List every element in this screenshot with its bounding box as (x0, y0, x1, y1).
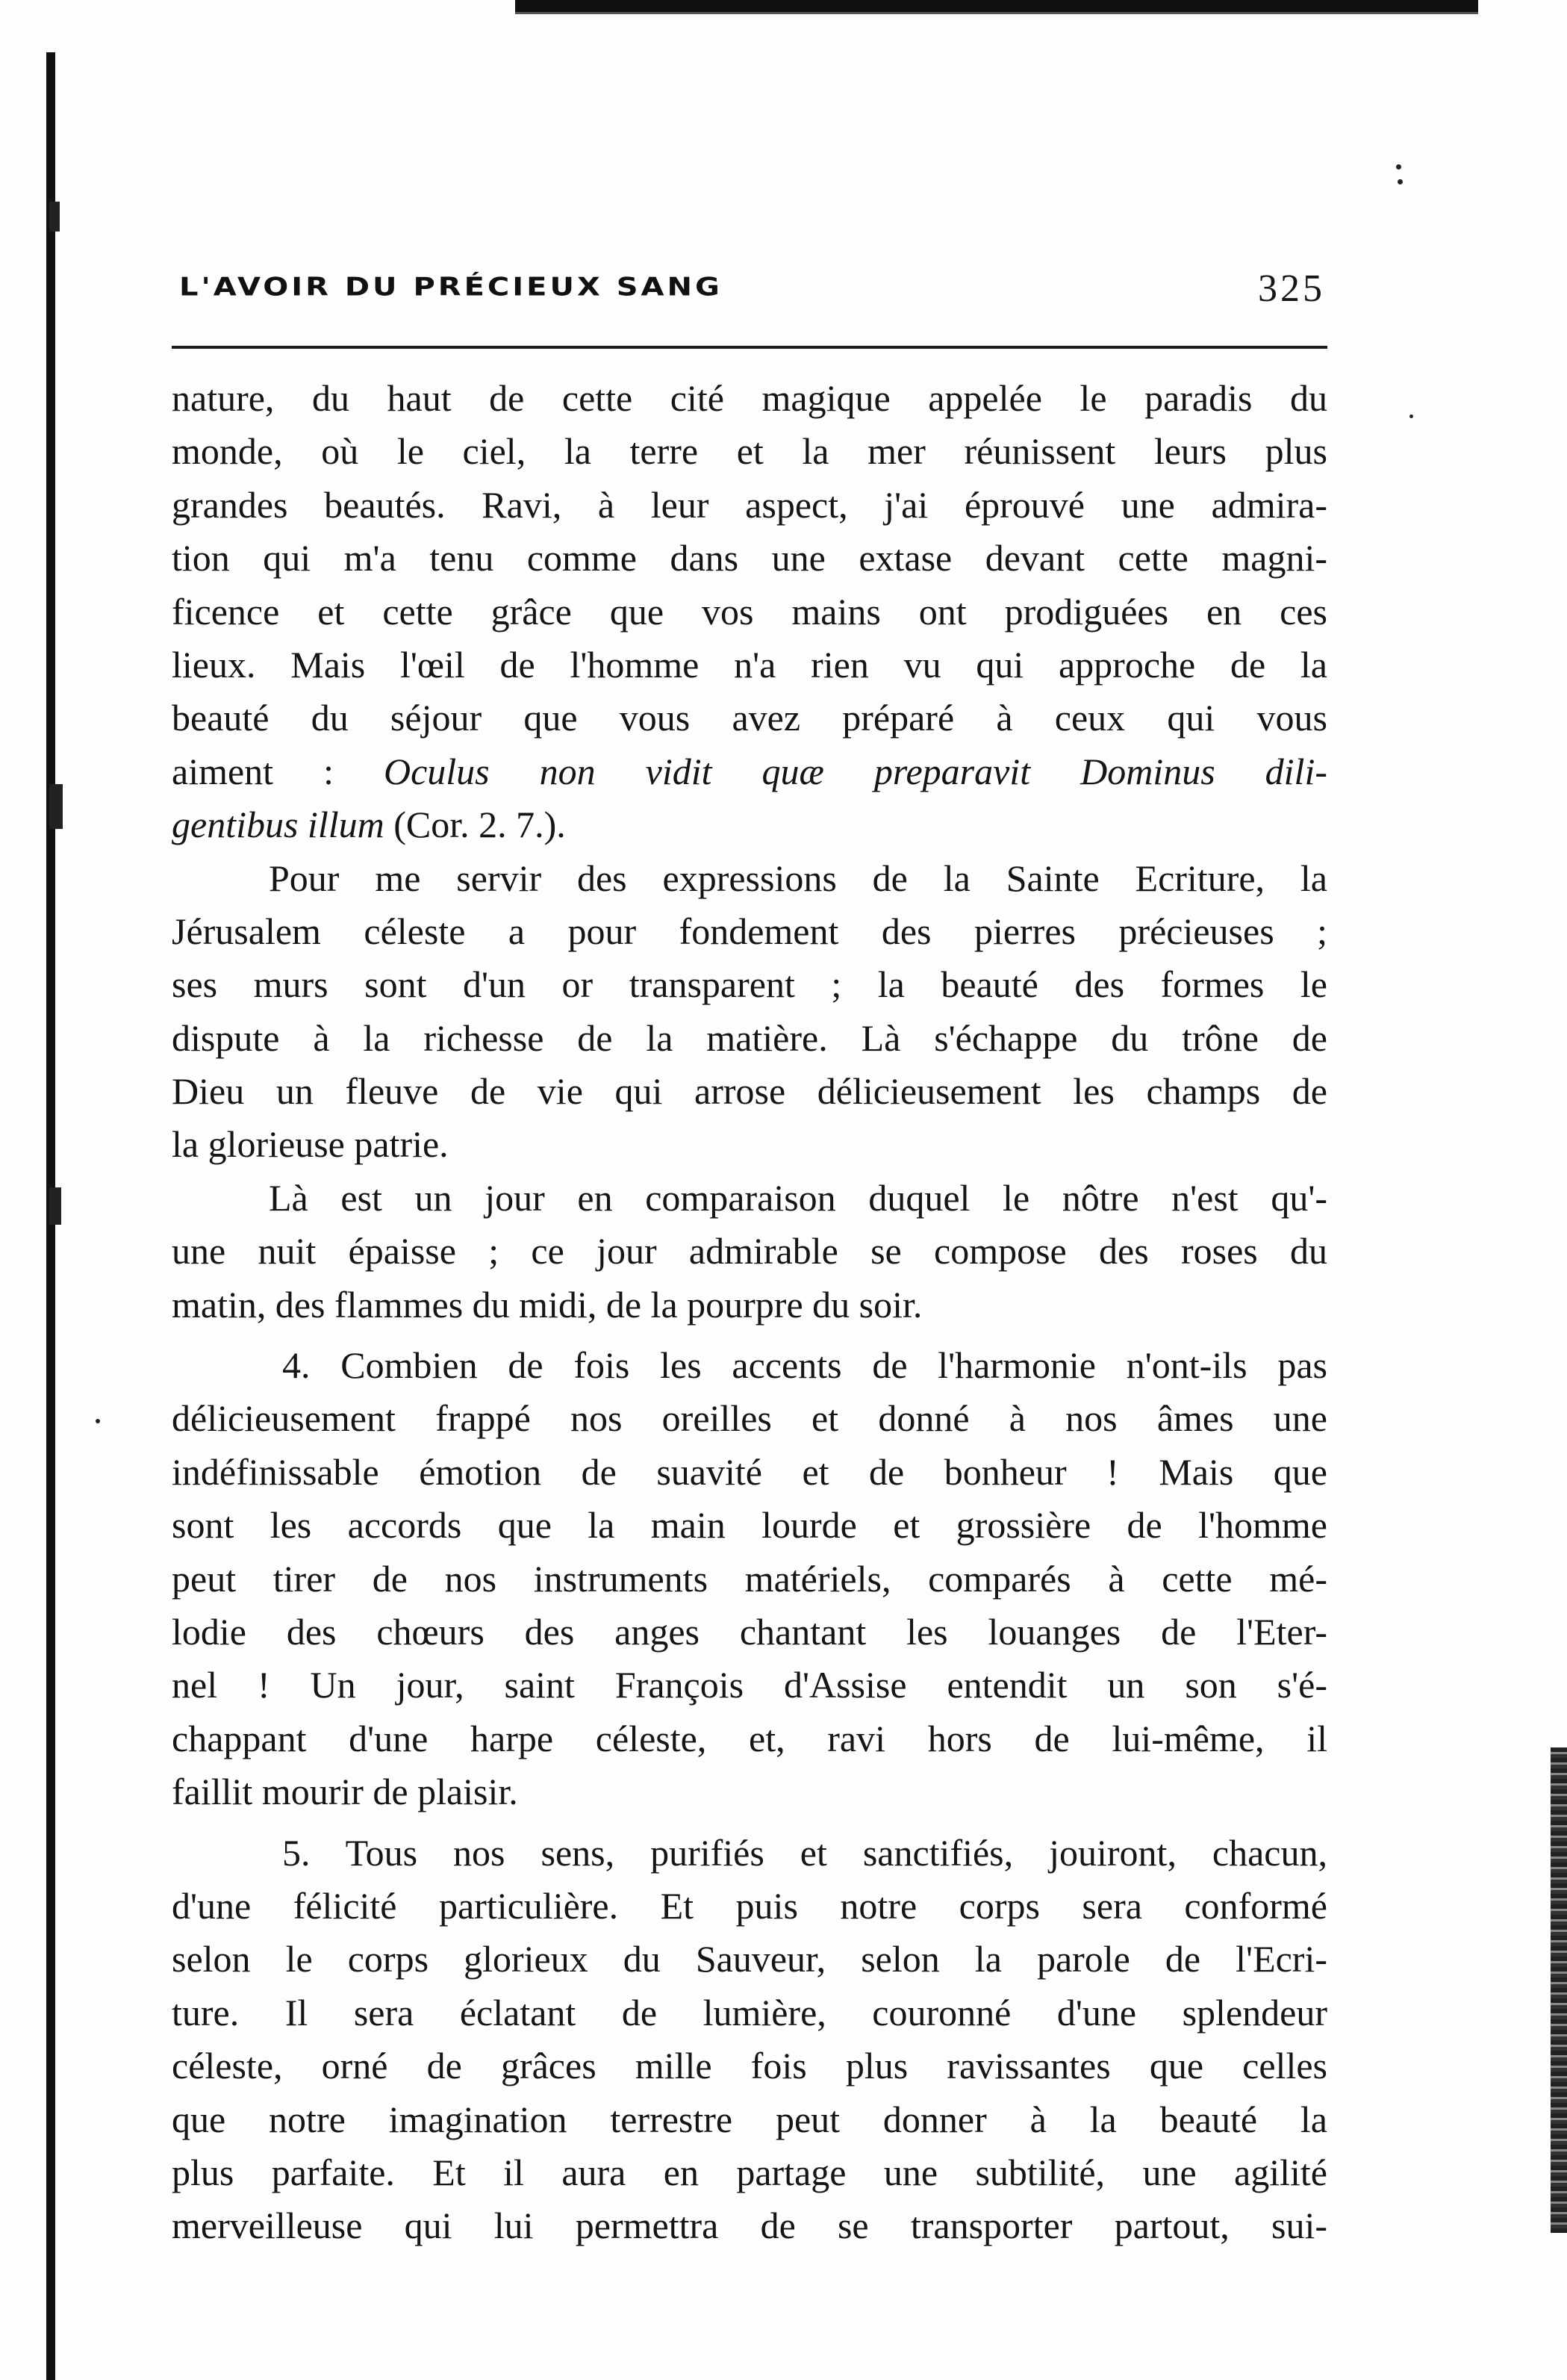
scan-top-border (515, 0, 1478, 12)
text-line: lieux. Mais l'œil de l'homme n'a rien vu qui approche de la (172, 643, 1327, 686)
text-line: Jérusalem céleste a pour fondement des pierres précieuses ; (172, 910, 1327, 952)
text-line: ficence et cette grâce que vos mains ont prodiguées en ces (172, 590, 1327, 633)
text-line: Dieu un fleuve de vie qui arrose délicieusement les champs de (172, 1070, 1327, 1113)
scan-speck (1396, 164, 1401, 170)
running-title: L'AVOIR DU PRÉCIEUX SANG (179, 273, 723, 302)
scan-speck (1398, 179, 1403, 184)
text-run: aiment : (172, 750, 384, 792)
text-line: une nuit épaisse ; ce jour admirable se compose des roses du (172, 1230, 1327, 1273)
text-line: d'une félicité particulière. Et puis notre corps sera conformé (172, 1884, 1327, 1927)
text-line: Là est un jour en comparaison duquel le nôtre n'est qu'- (269, 1176, 1327, 1219)
text-line: faillit mourir de plaisir. (172, 1771, 518, 1813)
text-line: monde, où le ciel, la terre et la mer réunissent leurs plus (172, 430, 1327, 473)
latin-quote: Oculus non vidit quæ preparavit Dominus dili- (383, 750, 1327, 792)
latin-quote: gentibus illum (172, 804, 384, 846)
text-line: grandes beautés. Ravi, à leur aspect, j'ai éprouvé une admira- (172, 483, 1327, 526)
text-line: délicieusement frappé nos oreilles et donné à nos âmes une (172, 1397, 1327, 1440)
text-line: tion qui m'a tenu comme dans une extase devant cette magni- (172, 537, 1327, 580)
citation: (Cor. 2. 7.). (384, 804, 566, 846)
text-line: la glorieuse patrie. (172, 1123, 449, 1166)
scan-top-border-thin (515, 12, 1478, 14)
text-line: 4. Combien de fois les accents de l'harmonie n'ont-ils pas (282, 1344, 1327, 1387)
text-line: Pour me servir des expressions de la Sainte Ecriture, la (269, 857, 1327, 899)
text-line: merveilleuse qui lui permettra de se transporter partout, sui- (172, 2205, 1327, 2247)
text-line: que notre imagination terrestre peut donner à la beauté la (172, 2098, 1327, 2140)
text-line: sont les accords que la main lourde et grossière de l'homme (172, 1504, 1327, 1547)
text-line: céleste, orné de grâces mille fois plus ravissantes que celles (172, 2045, 1327, 2087)
scan-left-blot (49, 202, 60, 232)
page-number: 325 (1258, 267, 1325, 310)
text-line: indéfinissable émotion de suavité et de bonheur ! Mais que (172, 1450, 1327, 1493)
text-line: dispute à la richesse de la matière. Là s'échappe du trône de (172, 1016, 1327, 1059)
text-line: chappant d'une harpe céleste, et, ravi hors de lui-même, il (172, 1717, 1327, 1759)
running-head (172, 258, 1325, 317)
scan-left-blot (49, 784, 63, 829)
scan-left-blot (49, 1187, 61, 1225)
text-line (172, 745, 1327, 798)
scan-right-edge (1551, 1747, 1567, 2233)
text-line: nature, du haut de cette cité magique appelée le paradis du (172, 377, 1327, 419)
text-line: beauté du séjour que vous avez préparé à ceux qui vous (172, 697, 1327, 739)
text-line (172, 798, 1327, 851)
text-line: ture. Il sera éclatant de lumière, couronné d'une splendeur (172, 1991, 1327, 2033)
scan-speck (96, 1419, 100, 1423)
text-line: ses murs sont d'un or transparent ; la beauté des formes le (172, 963, 1327, 1006)
header-rule (172, 346, 1327, 349)
text-line: lodie des chœurs des anges chantant les louanges de l'Eter- (172, 1610, 1327, 1653)
page-body (172, 372, 1327, 2253)
text-line: 5. Tous nos sens, purifiés et sanctifiés, jouiront, chacun, (282, 1831, 1327, 1874)
text-line: selon le corps glorieux du Sauveur, selon la parole de l'Ecri- (172, 1938, 1327, 1980)
text-line: peut tirer de nos instruments matériels, comparés à cette mé- (172, 1557, 1327, 1600)
text-line: matin, des flammes du midi, de la pourpre du soir. (172, 1283, 923, 1326)
text-line: nel ! Un jour, saint François d'Assise entendit un son s'é- (172, 1664, 1327, 1706)
scan-speck (1409, 414, 1413, 418)
text-line: plus parfaite. Et il aura en partage une subtilité, une agilité (172, 2151, 1327, 2193)
